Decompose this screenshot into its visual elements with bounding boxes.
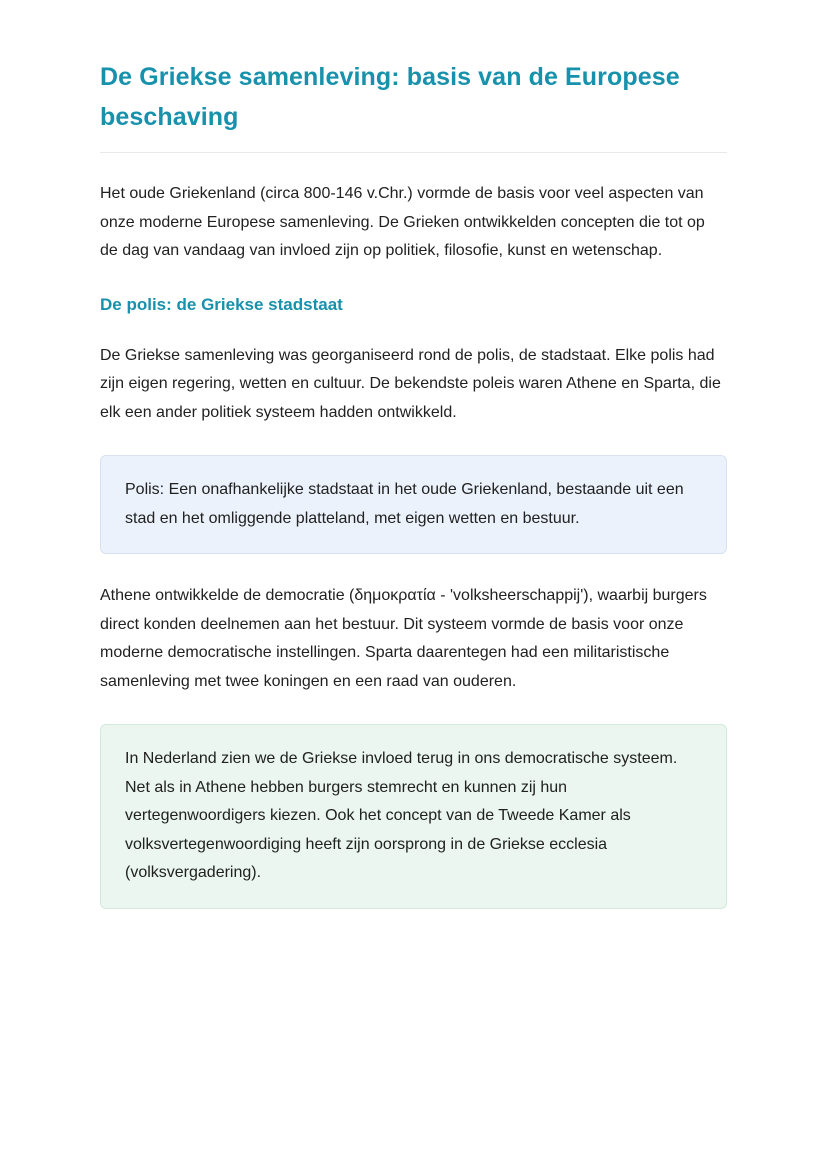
polis-paragraph: De Griekse samenleving was georganiseerd rond de polis, de stadstaat. Elke polis had zijn eigen regering, wetten en cultuur. De bekendste poleis waren Athene en Sparta, die elk een ander politiek systeem hadden ontwikkeld. (100, 346, 721, 421)
page-title: De Griekse samenleving: basis van de Europese beschaving (100, 63, 680, 131)
section-heading-polis: De polis: de Griekse stadstaat (100, 294, 343, 314)
definition-callout (100, 455, 727, 554)
democracy-paragraph: Athene ontwikkelde de democratie (δημοκρατία - 'volksheerschappij'), waarbij burgers direct konden deelnemen aan het bestuur. Dit systeem vormde de basis voor onze moderne democratische instellingen. Sparta daarentegen had een militaristische samenleving met twee koningen en een raad van ouderen. (100, 587, 707, 690)
title-divider (100, 152, 727, 153)
definition-text: Polis: Een onafhankelijke stadstaat in het oude Griekenland, bestaande uit een stad en het omliggende platteland, met eigen wetten en bestuur. (125, 481, 684, 527)
intro-paragraph: Het oude Griekenland (circa 800-146 v.Chr.) vormde de basis voor veel aspecten van onze moderne Europese samenleving. De Grieken ontwikkelden concepten die tot op de dag van vandaag van invloed zijn op politiek, filosofie, kunst en wetenschap. (100, 185, 705, 259)
example-callout (100, 724, 727, 909)
document-page (100, 57, 727, 937)
example-text: In Nederland zien we de Griekse invloed terug in ons democratische systeem. Net als in Athene hebben burgers stemrecht en kunnen zij hun vertegenwoordigers kiezen. Ook het concept van de Tweede Kamer als volksvertegenwoordiging heeft zijn oorsprong in de Griekse ecclesia (volksvergadering). (125, 750, 678, 881)
